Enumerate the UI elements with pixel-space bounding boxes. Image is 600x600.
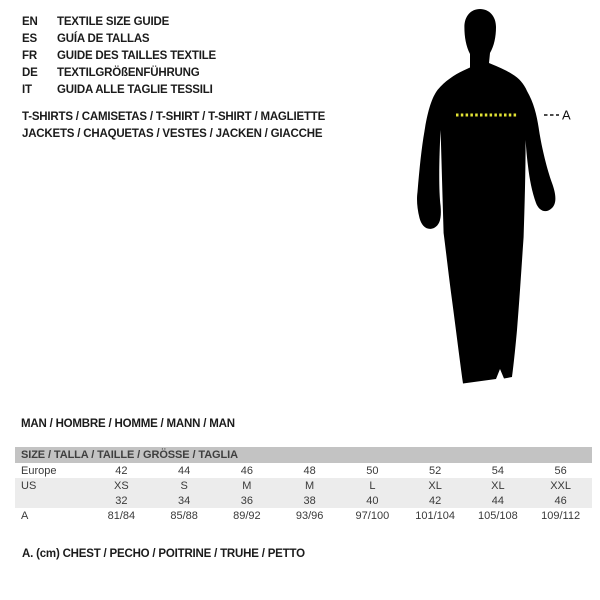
- category-line: T-SHIRTS / CAMISETAS / T-SHIRT / T-SHIRT / MAGLIETTE: [22, 110, 326, 123]
- table-cell: 36: [240, 494, 253, 507]
- table-cell: S: [180, 479, 188, 492]
- language-label: TEXTILGRÖßENFÜHRUNG: [57, 66, 200, 79]
- table-row-chest-a: [15, 508, 592, 523]
- language-label: TEXTILE SIZE GUIDE: [57, 15, 170, 28]
- table-cell: XL: [428, 479, 442, 492]
- table-cell: 34: [178, 494, 191, 507]
- size-table: [15, 447, 592, 523]
- category-line: JACKETS / CHAQUETAS / VESTES / JACKEN / GIACCHE: [22, 127, 323, 140]
- table-cell: M: [242, 479, 252, 492]
- table-cell: 42: [115, 464, 128, 477]
- table-row-europe: [15, 463, 592, 478]
- language-row: [22, 47, 216, 64]
- table-cell: XL: [491, 479, 505, 492]
- table-cell: 89/92: [233, 509, 261, 522]
- section-title-man: MAN / HOMBRE / HOMME / MANN / MAN: [21, 418, 235, 430]
- language-row: [22, 64, 216, 81]
- table-cell: 52: [429, 464, 442, 477]
- row-label: A: [21, 509, 29, 522]
- chest-measure-footnote: A. (cm) CHEST / PECHO / POITRINE / TRUHE / PETTO: [22, 548, 305, 560]
- language-code: IT: [22, 83, 32, 96]
- table-cell: 109/112: [541, 509, 581, 522]
- table-cell: 105/108: [477, 509, 518, 522]
- table-cell: 46: [240, 464, 253, 477]
- row-label: Europe: [21, 464, 57, 477]
- language-list: [22, 13, 216, 98]
- table-cell: 48: [303, 464, 316, 477]
- language-row: [22, 30, 216, 47]
- table-cell: 38: [303, 494, 316, 507]
- row-label: US: [21, 479, 37, 492]
- measure-label-a: A: [562, 107, 571, 123]
- language-row: [22, 81, 216, 98]
- size-table-header: SIZE / TALLA / TAILLE / GRÖSSE / TAGLIA: [15, 447, 592, 463]
- man-silhouette-figure: [400, 0, 600, 400]
- language-label: GUIDA ALLE TAGLIE TESSILI: [57, 83, 213, 96]
- table-row-us-numeric: [15, 493, 592, 508]
- table-cell: L: [369, 479, 376, 492]
- table-cell: 44: [491, 494, 504, 507]
- table-cell: XS: [114, 479, 129, 492]
- language-row: [22, 13, 216, 30]
- language-code: DE: [22, 66, 38, 79]
- table-cell: 81/84: [107, 509, 136, 522]
- table-cell: 42: [429, 494, 442, 507]
- table-cell: 97/100: [355, 509, 390, 522]
- table-cell: 56: [554, 464, 567, 477]
- table-cell: 85/88: [170, 509, 198, 522]
- table-cell: 46: [554, 494, 567, 507]
- table-cell: M: [305, 479, 315, 492]
- category-list: [22, 108, 325, 142]
- table-cell: 50: [366, 464, 379, 477]
- table-cell: 44: [178, 464, 191, 477]
- table-cell: 40: [366, 494, 379, 507]
- language-code: EN: [22, 15, 38, 28]
- table-cell: 54: [491, 464, 504, 477]
- table-cell: XXL: [550, 479, 572, 492]
- table-cell: 32: [115, 494, 128, 507]
- table-cell: 101/104: [415, 509, 455, 522]
- man-silhouette: [417, 9, 555, 384]
- language-label: GUÍA DE TALLAS: [57, 32, 150, 45]
- language-code: ES: [22, 32, 37, 45]
- language-code: FR: [22, 49, 37, 62]
- table-row-us: [15, 478, 592, 493]
- table-cell: 93/96: [295, 509, 324, 522]
- language-label: GUIDE DES TAILLES TEXTILE: [57, 49, 216, 62]
